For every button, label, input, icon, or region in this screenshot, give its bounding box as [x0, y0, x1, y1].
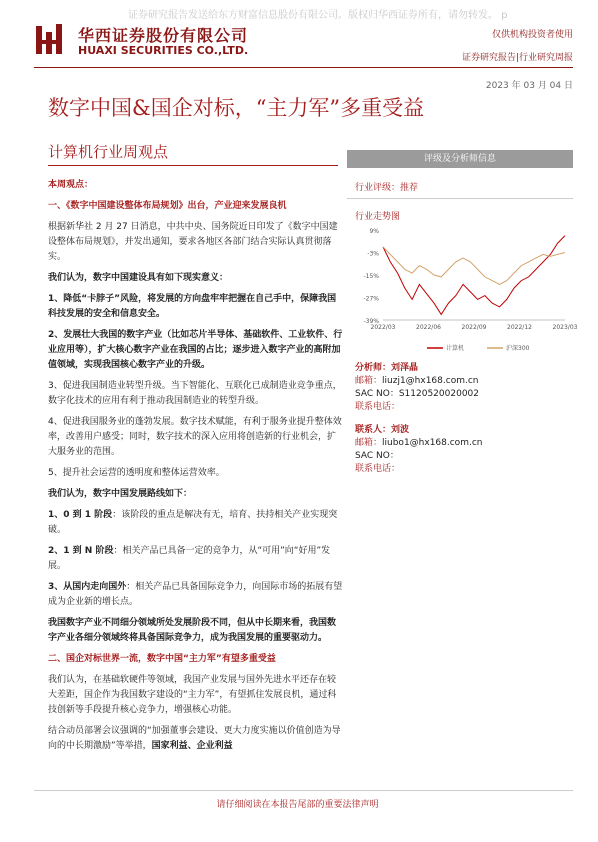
paragraph: 2、发展壮大我国的数字产业（比如芯片半导体、基础软件、工业软件、行业应用等），扩大核心数字产业在我国的占比；逐步进入数字产业的高附加值领域，实现我国核心数字产业的升级。 — [48, 330, 343, 370]
audience-note: 仅供机构投资者使用 — [491, 30, 573, 40]
x-tick-label: 2023/03 — [552, 324, 578, 331]
email-label: 邮箱： — [355, 376, 383, 386]
stage-text: ：相关产品已具备一定的竞争力，从“可用”向“好用”发展。 — [48, 546, 331, 571]
y-tick-label: -27% — [363, 295, 379, 303]
paragraph: 4、促进我国服务业的蓬勃发展。数字技术赋能，有利于服务业提升整体效率，改善用户感受；同时，数字技术的深入应用将创造新的行业机会，扩大服务业的范围。 — [48, 417, 342, 457]
y-tick-label: -15% — [363, 273, 379, 280]
email-value: liubo1@hx168.com.cn — [382, 438, 483, 448]
heading-1: 一、《数字中国建设整体布局规划》出台，产业迎来发展良机 — [48, 201, 287, 211]
legend-label: 计算机 — [446, 345, 465, 352]
stage-text: ：该阶段的重点是解决有无，培育、扶持相关产业实现突破。 — [48, 510, 338, 535]
watermark: 证券研究报告发送给东方财富信息股份有限公司。版权归华西证券所有，请勿转发。 p — [128, 10, 508, 21]
paragraph: 我们认为，数字中国发展路线如下： — [48, 489, 193, 499]
paragraph: 根据新华社 2 月 27 日消息，中共中央、国务院近日印发了《数字中国建设整体布局规划》，并发出通知，要求各地区各部门结合实际认真贯彻落实。 — [48, 222, 338, 262]
legend-label: 沪深300 — [506, 345, 530, 352]
analyst-phone: 联系电话： — [355, 402, 401, 412]
paragraph-text: 结合动员部署会议强调的“加强董事会建设、更大力度实施以价值创造为导向的中长期激励”等举措， — [48, 726, 341, 751]
paragraph — [48, 508, 344, 538]
legal-footer: 请仔细阅读在本报告尾部的重要法律声明 — [216, 800, 379, 810]
series-line — [383, 247, 565, 285]
industry-rating: 行业评级：推荐 — [347, 168, 573, 199]
y-tick-label: -3% — [367, 250, 379, 258]
paragraph: 5、提升社会运营的透明度和整体运营效率。 — [48, 468, 225, 478]
contact-phone: 联系电话： — [355, 464, 401, 474]
main-content — [48, 178, 344, 760]
paragraph — [48, 544, 344, 574]
x-tick-label: 2022/09 — [461, 324, 487, 331]
paragraph-emphasis: 国家利益、企业利益 — [151, 741, 233, 751]
report-date: 2023 年 03 月 04 日 — [485, 81, 573, 91]
x-tick-label: 2022/12 — [507, 324, 532, 331]
analyst-1 — [347, 362, 573, 414]
paragraph: 我国数字产业不同细分领域所处发展阶段不同，但从中长期来看，我国数字产业各细分领域终将具备国际竞争力，成为我国发展的重要驱动力。 — [48, 618, 337, 643]
trend-chart-label: 行业走势图 — [355, 212, 401, 222]
analyst-email — [355, 375, 573, 388]
company-logo — [34, 22, 249, 62]
stage-label: 3、从国内走向国外 — [48, 582, 127, 592]
x-tick-label: 2022/03 — [370, 324, 396, 331]
section-label: 本周观点： — [48, 180, 94, 190]
stage-label: 2、1 到 N 阶段 — [48, 546, 114, 556]
paragraph: 我们认为，数字中国建设具有如下现实意义： — [48, 273, 229, 283]
contact-email — [355, 437, 573, 450]
subtitle-divider — [48, 165, 338, 166]
stage-text: ：相关产品已具备国际竞争力，向国际市场的拓展有望成为企业新的增长点。 — [48, 582, 343, 607]
company-name-cn: 华西证券股份有限公司 — [78, 26, 249, 45]
company-name-en: HUAXI SECURITIES CO.,LTD. — [78, 44, 249, 57]
paragraph: 我们认为，在基础软硬件等领域，我国产业发展与国外先进水平还存在较大差距，国企作为我国数字建设的“主力军”，有望抓住发展良机，通过科技创新等手段提升核心竞争力，增强核心功能。 — [48, 675, 337, 715]
paragraph: 1、降低“卡脖子”风险，将发展的方向盘牢牢把握在自己手中，保障我国科技发展的安全和信息安全。 — [48, 294, 337, 319]
sidebar-header: 评级及分析师信息 — [347, 150, 573, 168]
analyst-sac: SAC NO：S1120520020002 — [355, 389, 479, 399]
paragraph: 3、促进我国制造业转型升级。当下智能化、互联化已成制造业竞争重点，数字化技术的应用有利于推动我国制造业的转型升级。 — [48, 381, 342, 406]
report-type: 证券研究报告|行业研究周报 — [461, 53, 573, 63]
huaxi-logo-icon — [34, 22, 70, 58]
footer-divider — [34, 790, 573, 791]
sidebar — [347, 150, 578, 476]
y-tick-label: 9% — [369, 228, 379, 235]
email-label: 邮箱： — [355, 438, 383, 448]
y-tick-label: -39% — [363, 318, 379, 325]
analyst-name: 分析师：刘泽晶 — [355, 363, 419, 373]
series-line — [383, 236, 565, 315]
paragraph — [48, 580, 344, 610]
contact-sac: SAC NO： — [355, 451, 399, 461]
analyst-2 — [347, 424, 573, 476]
report-subtitle: 计算机行业周观点 — [48, 143, 169, 161]
header-divider — [34, 67, 573, 68]
contact-name: 联系人：刘波 — [355, 425, 410, 435]
trend-chart-svg — [347, 222, 578, 362]
stage-label: 1、0 到 1 阶段 — [48, 510, 113, 520]
x-tick-label: 2022/06 — [416, 324, 441, 331]
paragraph — [48, 724, 344, 754]
report-title: 数字中国&国企对标，“主力军”多重受益 — [48, 96, 425, 120]
email-value: liuzj1@hx168.com.cn — [382, 376, 479, 386]
trend-chart — [347, 222, 578, 362]
heading-2: 二、国企对标世界一流，数字中国“主力军”有望多重受益 — [48, 654, 276, 664]
